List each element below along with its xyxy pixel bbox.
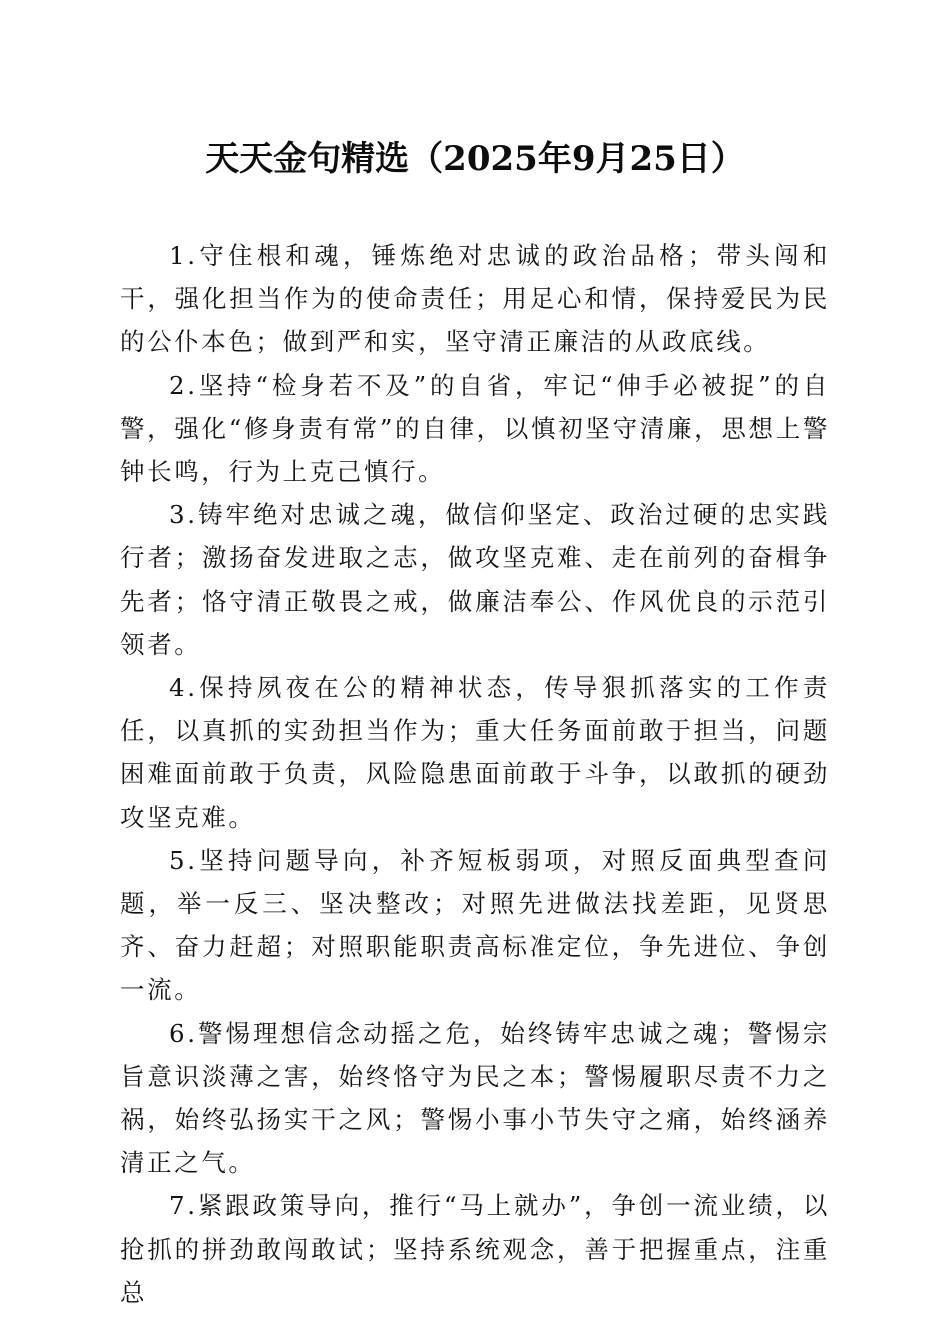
paragraph-3: 3.铸牢绝对忠诚之魂，做信仰坚定、政治过硬的忠实践行者；激扬奋发进取之志，做攻坚克难、走在前列的奋楫争先者；恪守清正敬畏之戒，做廉洁奉公、作风优良的示范引领者。 (120, 500, 830, 659)
paragraph-2: 2.坚持“检身若不及”的自省，牢记“伸手必被捉”的自警，强化“修身责有常”的自律，以慎初坚守清廉，思想上警钟长鸣，行为上克己慎行。 (120, 370, 830, 487)
document-body (120, 234, 830, 1334)
paragraph-6: 6.警惕理想信念动摇之危，始终铸牢忠诚之魂；警惕宗旨意识淡薄之害，始终恪守为民之本；警惕履职尽责不力之祸，始终弘扬实干之风；警惕小事小节失守之痛，始终涵养清正之气。 (120, 1018, 830, 1178)
document-title: 天天金句精选（2025年9月25日） (205, 139, 745, 179)
paragraph-4: 4.保持夙夜在公的精神状态，传导狠抓落实的工作责任，以真抓的实劲担当作为；重大任务面前敢于担当，问题困难面前敢于负责，风险隐患面前敢于斗争，以敢抓的硬劲攻坚克难。 (120, 673, 830, 832)
paragraph-5: 5.坚持问题导向，补齐短板弱项，对照反面典型查问题，举一反三、坚决整改；对照先进做法找差距，见贤思齐、奋力赶超；对照职能职责高标准定位，争先进位、争创一流。 (120, 845, 830, 1005)
paragraph-7: 7.紧跟政策导向，推行“马上就办”，争创一流业绩，以抢抓的拼劲敢闯敢试；坚持系统观念，善于把握重点，注重总 (120, 1191, 830, 1307)
paragraph-1: 1.守住根和魂，锤炼绝对忠诚的政治品格；带头闯和干，强化担当作为的使命责任；用足心和情，保持爱民为民的公仆本色；做到严和实，坚守清正廉洁的从政底线。 (120, 241, 830, 357)
